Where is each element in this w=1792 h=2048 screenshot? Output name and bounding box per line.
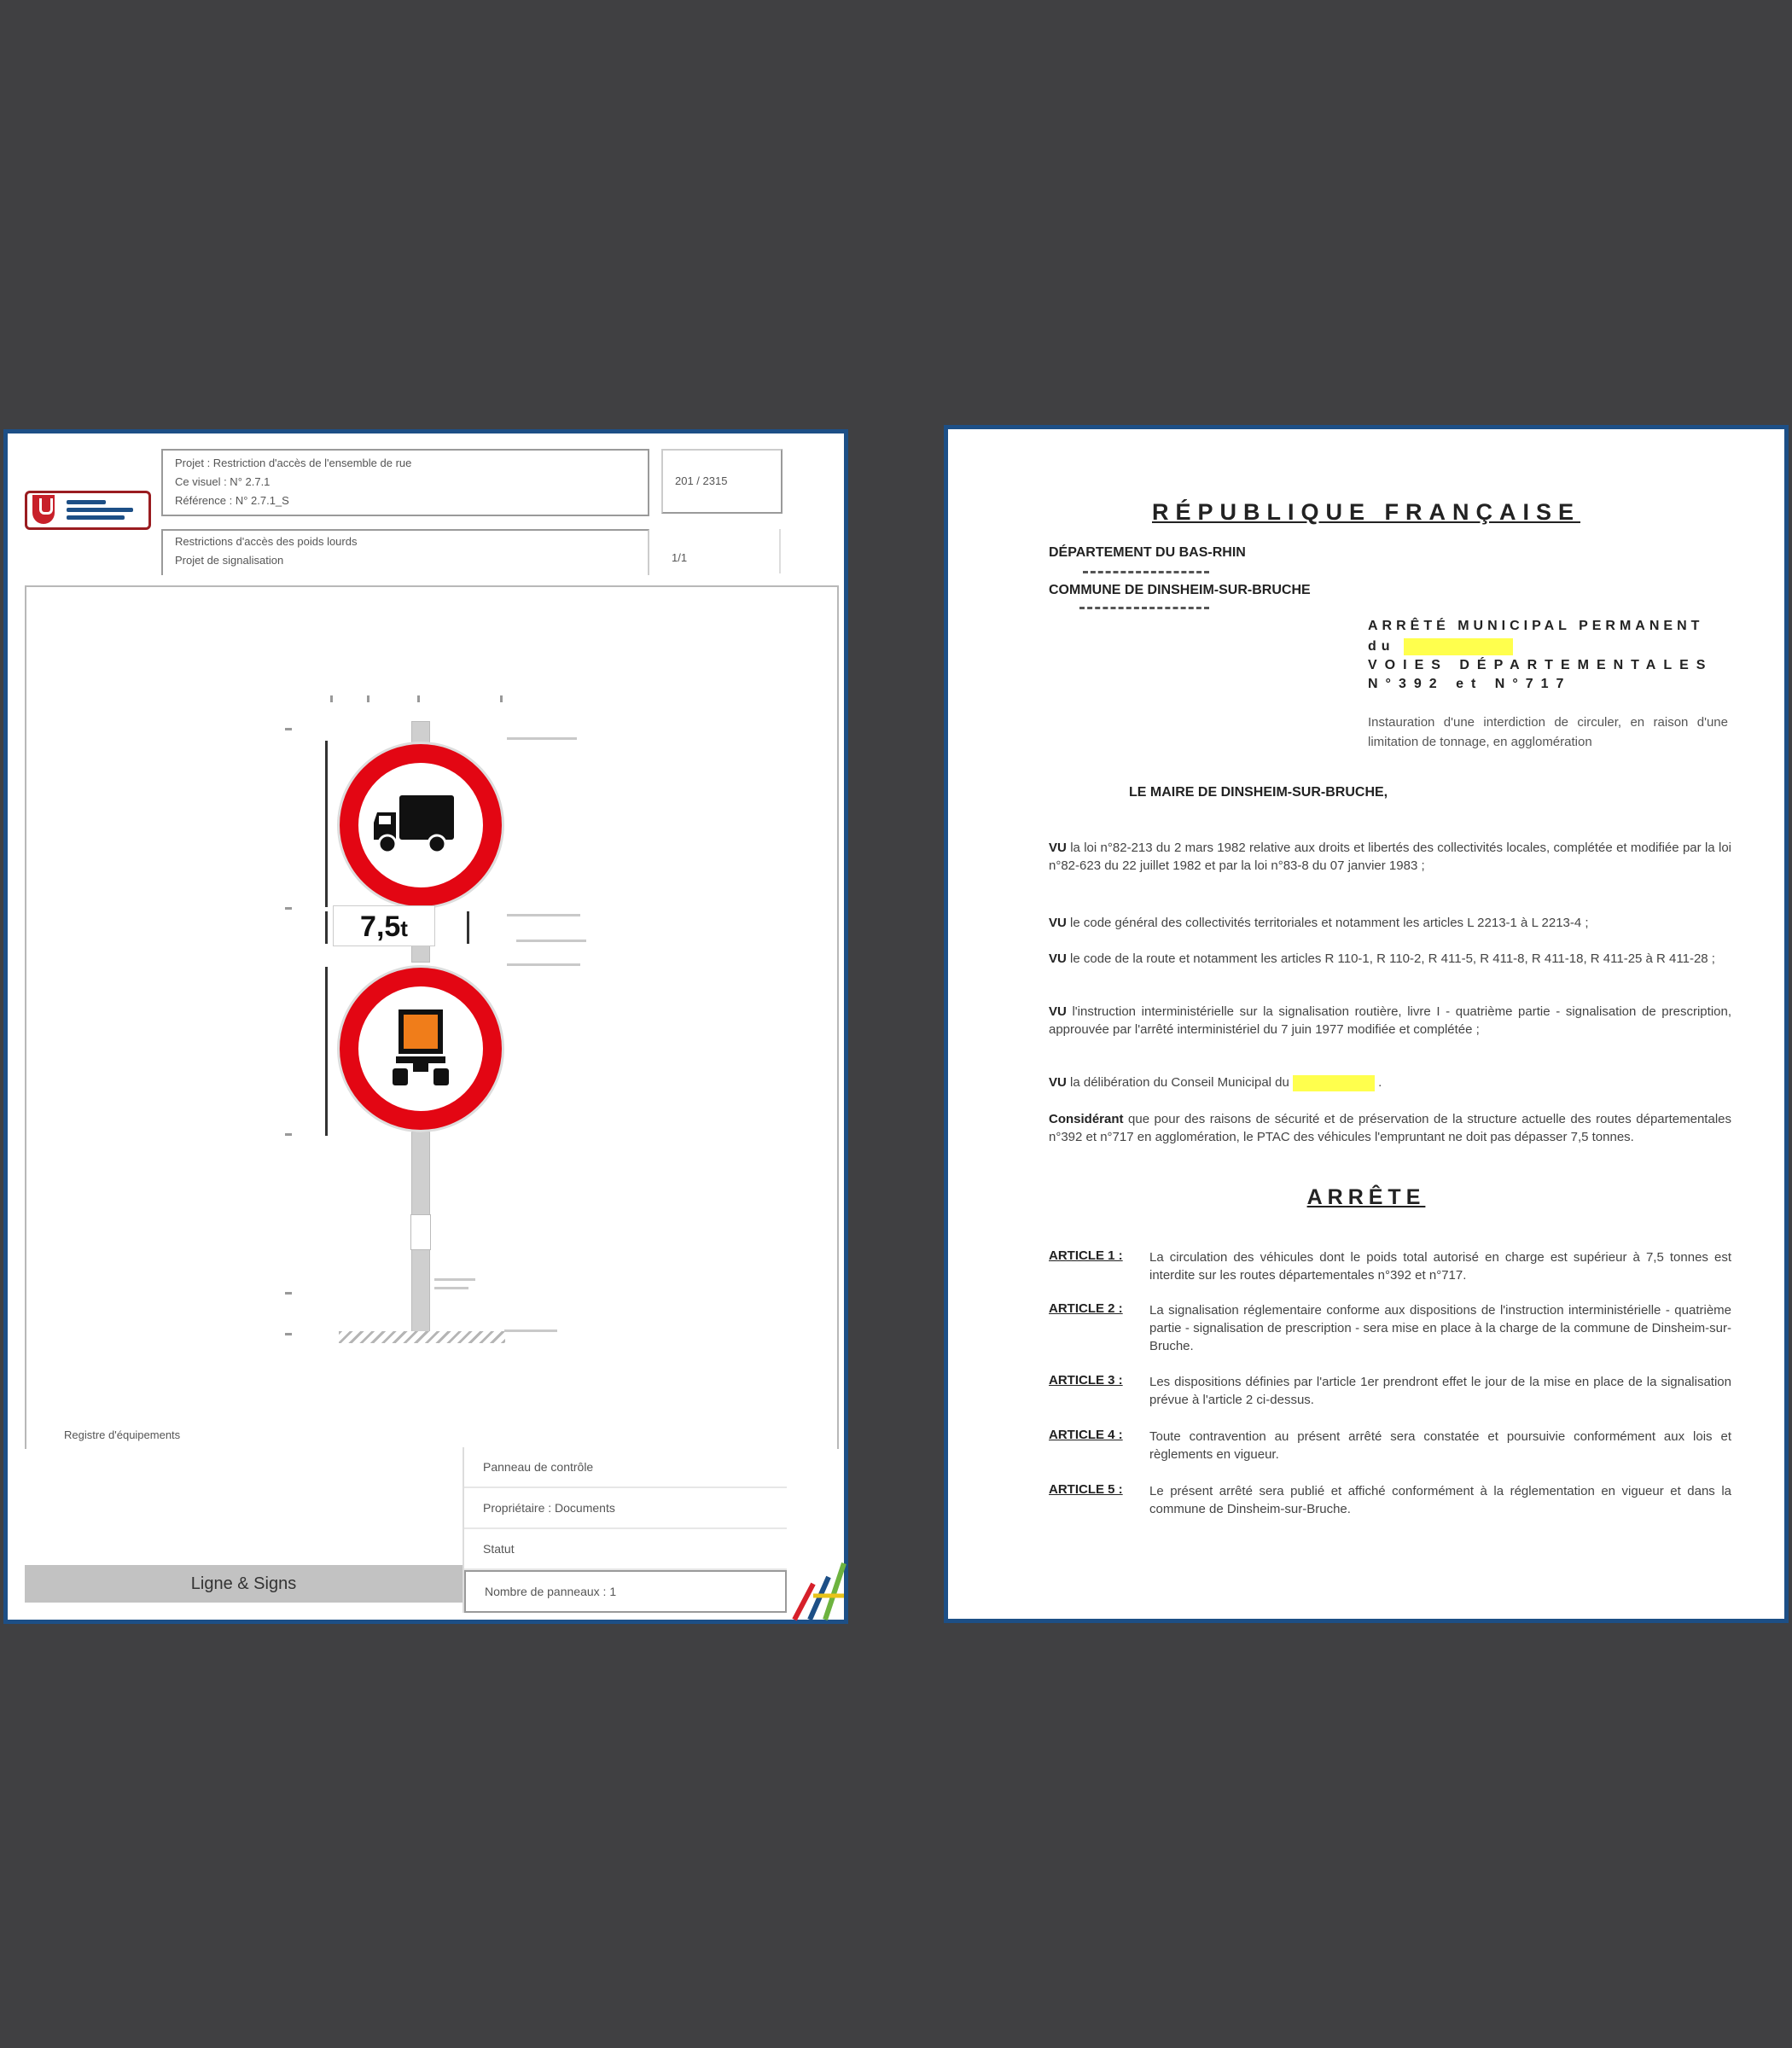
hazardous-goods-sign: [340, 968, 502, 1130]
commune-logo-icon: [25, 491, 151, 530]
date-line: [1368, 638, 1513, 655]
sign-post-top: [411, 721, 430, 745]
arrete-heading: ARRÊTE: [1306, 1185, 1426, 1209]
arrete-page: [944, 425, 1789, 1623]
article-label: ARTICLE 5 :: [1049, 1482, 1123, 1497]
dimension-line: [325, 741, 328, 907]
article-text: Toute contravention au présent arrêté sera constatée et poursuivie conformément aux lois et règlements en vigueur.: [1149, 1429, 1731, 1462]
date-highlight: [1404, 638, 1513, 655]
no-trucks-sign: [340, 744, 502, 906]
article-text: La signalisation réglementaire conforme aux dispositions de l'instruction interministérielle - quatrième partie - signalisation de prescription - sera mise en place à la charge de la commune de Dinsheim-sur-Bruche.: [1149, 1303, 1731, 1353]
arrete-type: ARRÊTÉ MUNICIPAL PERMANENT: [1368, 619, 1704, 633]
subheader-line-2: Projet de signalisation: [175, 554, 284, 567]
reference-number: 201 / 2315: [675, 474, 728, 487]
page-number: 1/1: [672, 551, 688, 564]
brand-band: Ligne & Signs: [25, 1565, 463, 1603]
vu-paragraph: VU la loi n°82-213 du 2 mars 1982 relative aux droits et libertés des collectivités locales, complétée et modifiée par la loi n°82-623 du 22 juillet 1982 et par la loi n°83-8 du 07 janvier 1983 ;: [1049, 841, 1731, 873]
subheader-box: [161, 529, 649, 575]
sign-post-middle: [411, 944, 430, 963]
brand-stripes-icon: [788, 1558, 847, 1621]
sign-plan-page: [3, 429, 848, 1624]
cartouche-row: Panneau de contrôle: [464, 1447, 787, 1488]
cartouche-row: Nombre de panneaux : 1: [464, 1570, 787, 1613]
du-label: du: [1368, 639, 1395, 655]
article-label: ARTICLE 1 :: [1049, 1248, 1123, 1263]
article-text: Le présent arrêté sera publié et affiché conformément à la réglementation en vigueur et dans la commune de Dinsheim-sur-Bruche.: [1149, 1484, 1731, 1516]
header-line-3: Référence : N° 2.7.1_S: [175, 494, 289, 507]
vu-paragraph: VU le code général des collectivités territoriales et notamment les articles L 2213-1 à L 2213-4 ;: [1049, 916, 1589, 930]
weight-unit: t: [400, 916, 408, 941]
header-line-2: Ce visuel : N° 2.7.1: [175, 475, 271, 488]
article-text: Les dispositions définies par l'article 1er prendront effet le jour de la mise en place de la signalisation prévue à l'article 2 ci-dessus.: [1149, 1375, 1731, 1407]
ground-hatching: [339, 1331, 505, 1343]
vu-paragraph: VU le code de la route et notamment les articles R 110-1, R 110-2, R 411-5, R 411-8, R 411-18, R 411-25 à R 411-28 ;: [1049, 951, 1715, 966]
footer-caption: Registre d'équipements: [64, 1428, 181, 1441]
voies-label: VOIES DÉPARTEMENTALES: [1368, 658, 1713, 672]
dimension-line: [325, 967, 328, 1136]
article-label: ARTICLE 2 :: [1049, 1301, 1123, 1316]
department-label: DÉPARTEMENT DU BAS-RHIN: [1049, 545, 1246, 560]
hazardous-goods-icon: [358, 986, 483, 1111]
cartouche-row: Propriétaire : Documents: [464, 1488, 787, 1529]
commune-label: COMMUNE DE DINSHEIM-SUR-BRUCHE: [1049, 583, 1311, 597]
considerant-paragraph: Considérant que pour des raisons de sécurité et de préservation de la structure actuelle des routes départementales n°392 et n°717 en agglomération, le PTAC des véhicules l'empruntant ne doit pas dépasser 7,5 tonnes.: [1049, 1112, 1731, 1144]
subheader-line-1: Restrictions d'accès des poids lourds: [175, 535, 358, 548]
article-label: ARTICLE 4 :: [1049, 1428, 1123, 1442]
subject-text: Instauration d'une interdiction de circuler, en raison d'une limitation de tonnage, en agglomération: [1368, 715, 1728, 749]
document-title: RÉPUBLIQUE FRANÇAISE: [1151, 499, 1581, 525]
header-line-1: Projet : Restriction d'accès de l'ensemble de rue: [175, 457, 412, 469]
dimension-line: [325, 911, 328, 944]
weight-limit-panel: [333, 905, 435, 946]
maire-heading: LE MAIRE DE DINSHEIM-SUR-BRUCHE,: [1129, 785, 1388, 800]
vu-paragraph: VU l'instruction interministérielle sur la signalisation routière, livre I - quatrième partie - signalisation de prescription, approuvée par l'arrêté interministériel du 7 juin 1977 modifiée et complétée ;: [1049, 1004, 1731, 1037]
weight-value: 7,5: [360, 911, 401, 943]
truck-icon: [358, 763, 483, 887]
cartouche-row: Statut: [464, 1529, 787, 1570]
article-text: La circulation des véhicules dont le poids total autorisé en charge est supérieur à 7,5 tonnes est interdite sur les routes départementales n°392 et n°717.: [1149, 1250, 1731, 1283]
date-highlight: [1293, 1075, 1375, 1091]
cartouche: [463, 1447, 787, 1613]
vu-paragraph: VU la délibération du Conseil Municipal du .: [1049, 1075, 1382, 1090]
routes-label: N°392 et N°717: [1368, 677, 1572, 691]
dimension-line: [467, 911, 469, 944]
project-header: [161, 449, 649, 516]
reference-box: [661, 449, 783, 514]
article-label: ARTICLE 3 :: [1049, 1373, 1123, 1388]
